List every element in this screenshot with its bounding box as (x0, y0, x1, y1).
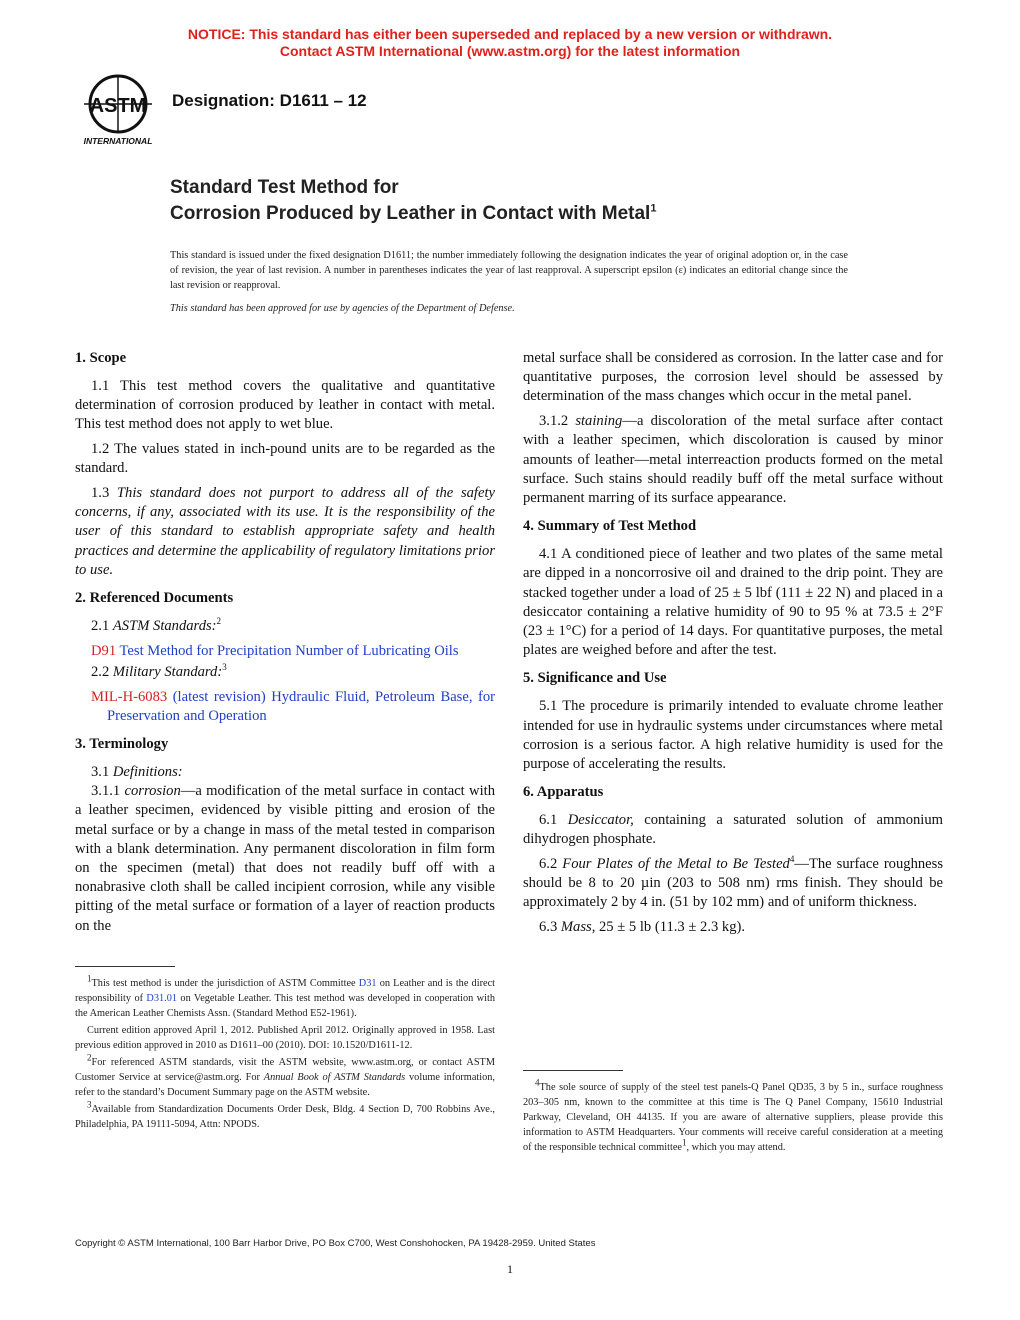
reference-d91[interactable] (91, 642, 495, 661)
footnote-2: $^2$For referenced ASTM standards, visit the ASTM website, www.astm.org, or contact ASTM Customer Service at service@astm.org. For Annual Book of ASTM Standards volume information, refer to the standard’s Document Summary page on the ASTM website. (75, 1052, 495, 1098)
para-6-1: 6.1 Desiccator, containing a saturated solution of ammonium dihydrogen phosphate. (523, 812, 944, 848)
para-1-1: 1.1 This test method covers the qualitative and quantitative determination of corrosion produced by leather in contact with metal. This test method does not apply to wet blue. (75, 378, 495, 433)
designation: Designation: D1611 – 12 (172, 91, 367, 110)
section-heading-summary: 4. Summary of Test Method (523, 518, 697, 535)
issuance-note: This standard is issued under the fixed designation D1611; the number immediately following the designation indicates the year of original adoption or, in the case of revision, the year of last revision. A number in parentheses indicates the year of last reapproval. A superscript epsilon (ε) indicates an editorial change since the last revision or reapproval. (170, 250, 848, 291)
logo-text: ASTM (89, 95, 147, 117)
ref-code-d91[interactable]: D91 (91, 642, 117, 659)
ref-code-mil[interactable]: MIL-H-6083 (91, 688, 168, 705)
section-heading-referenced-documents: 2. Referenced Documents (75, 590, 234, 607)
reference-mil-h-6083[interactable] (91, 688, 495, 726)
footnote-1: $^1$This test method is under the jurisdiction of ASTM Committee D31 on Leather and is the direct responsibility of D31.01 on Vegetable Leather. This test method was developed in cooperation with the American Leather Chemists Assn. (Standard Method E52-1961). (75, 973, 495, 1019)
para-6-2: 6.2 Four Plates of the Metal to Be Tested$^4$—The surface roughness should be 8 to 20 µin (203 to 508 nm) rms finish. They should be approximately 2 by 4 in. (51 by 102 mm) and of uniform thickness. (523, 854, 944, 911)
footnote-rule-right (523, 1070, 623, 1071)
footnotes-left (75, 973, 495, 1134)
notice-line-2: Contact ASTM International (www.astm.org) for the latest information (279, 43, 741, 59)
astm-logo (74, 74, 162, 148)
page-number: 1 (507, 1262, 513, 1276)
logo-subtext: INTERNATIONAL (83, 136, 153, 146)
section-heading-significance: 5. Significance and Use (523, 670, 667, 687)
para-1-3: 1.3 This standard does not purport to address all of the safety concerns, if any, associated with its use. It is the responsibility of the user of this standard to establish appropriate safety and health practices and determine the applicability of regulatory limitations prior to use. (75, 485, 495, 578)
para-2-2: 2.2 Military Standard:$^3$ (91, 662, 227, 680)
para-3-1-1: 3.1.1 corrosion—a modification of the metal surface in contact with a leather specimen, evidenced by visible pitting and erosion of the metal surface or by a change in mass of the metal tested in comparison with a blank determination. Any permanent discoloration in film form on the specimen (metal) that does not readily buff off with a nonabrasive cloth shall be called incipient corrosion, while any visible pitting of the metal surface or formation of a layer of reaction products on the (75, 783, 496, 934)
dod-approval-note: This standard has been approved for use by agencies of the Department of Defense. (170, 303, 515, 314)
para-3-1-1-continued: metal surface shall be considered as corrosion. In the latter case and for quantitative purposes, the corrosion level should be assessed by determination of the mass changes which occur in the metal panel. (523, 350, 943, 405)
para-5-1: 5.1 The procedure is primarily intended to evaluate chrome leather intended for use in hydraulic systems under circumstances where metal corrosion is a serious factor. A high relative humidity is used for the purpose of accelerating the results. (523, 698, 943, 772)
footnote-3: $^3$Available from Standardization Documents Order Desk, Bldg. 4 Section D, 700 Robbins Ave., Philadelphia, PA 19111-5094, Attn: NPODS. (75, 1099, 495, 1130)
para-1-2: 1.2 The values stated in inch-pound units are to be regarded as the standard. (75, 441, 495, 477)
section-heading-apparatus: 6. Apparatus (523, 784, 604, 801)
section-heading-terminology: 3. Terminology (75, 736, 169, 753)
document-title (170, 175, 656, 227)
para-2-1: 2.1 ASTM Standards:$^2$ (91, 616, 222, 635)
right-column (523, 349, 943, 943)
para-3-1: 3.1 Definitions: (91, 764, 183, 781)
title-line-1: Standard Test Method for (170, 177, 399, 198)
copyright-footer: Copyright © ASTM International, 100 Barr Harbor Drive, PO Box C700, West Conshohocken, PA 19428-2959. United States (75, 1238, 596, 1249)
supersession-notice (0, 26, 1020, 60)
section-heading-scope: 1. Scope (75, 350, 127, 366)
committee-link-d31[interactable]: D31 (358, 978, 377, 989)
para-3-1-2: 3.1.2 staining—a discoloration of the metal surface after contact with a leather specimen, which discoloration is caused by minor amounts of leather—metal interreaction products formed on the metal surface. Such stains should readily buff off the metal surface without permanent marring of its surface appearance. (523, 413, 943, 506)
footnotes-right (523, 1077, 943, 1157)
para-6-3: 6.3 Mass, 25 ± 5 lb (11.3 ± 2.3 kg). (539, 919, 746, 936)
title-line-2: Corrosion Produced by Leather in Contact with Metal (170, 203, 651, 224)
ref-title-mil[interactable]: (latest revision) Hydraulic Fluid, Petroleum Base, for Preservation and Operation (107, 688, 495, 724)
subcommittee-link-d31-01[interactable]: D31.01 (146, 993, 178, 1004)
title-footnote-mark: 1 (650, 202, 657, 215)
footnote-1-approval: Current edition approved April 1, 2012. Published April 2012. Originally approved in 1958. Last previous edition approved in 2010 as D1611–00 (2010). DOI: 10.1520/D1611-12. (75, 1025, 495, 1051)
footnote-4: $^4$The sole source of supply of the steel test panels-Q Panel QD35, 3 by 5 in., surface roughness 203–305 nm, known to the committee at this time is The Q Panel Company, 15610 Industrial Parkway, Cleveland, OH 44135. If you are aware of alternative suppliers, please provide this information to ASTM Headquarters. Your comments will receive careful consideration at a meeting of the responsible technical committee$^1$, which you may attend. (523, 1077, 943, 1153)
footnote-rule-left (75, 966, 175, 967)
para-4-1: 4.1 A conditioned piece of leather and two plates of the same metal are dipped in a noncorrosive oil and drained to the drip point. They are stacked together under a load of 25 ± 5 lbf (111 ± 22 N) and placed in a desiccator containing a relative humidity of 90 to 95 % at 73.5 ± 2°F (23 ± 1°C) for a period of 14 days. For quantitative purposes, the metal plates are weighed before and after the test. (523, 546, 943, 659)
ref-title-d91[interactable]: Test Method for Precipitation Number of Lubricating Oils (116, 642, 459, 659)
notice-line-1: NOTICE: This standard has either been superseded and replaced by a new version or withdrawn. (187, 26, 833, 42)
left-column (75, 349, 495, 941)
